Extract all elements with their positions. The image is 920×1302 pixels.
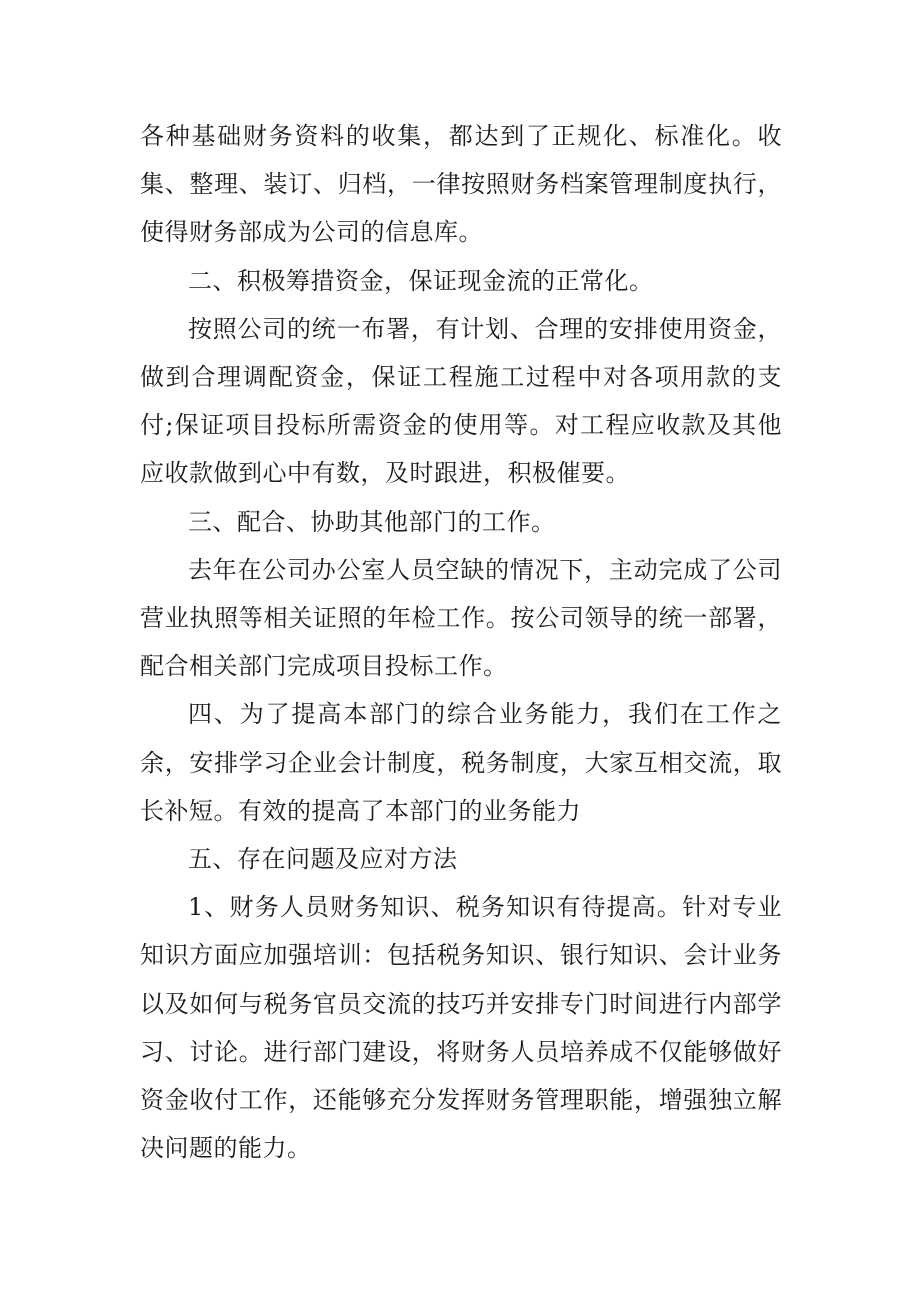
paragraph-section-4: 四、为了提高本部门的综合业务能力，我们在工作之余，安排学习企业会计制度，税务制度，大家互相交流，取长补短。有效的提高了本部门的业务能力 (140, 700, 782, 825)
paragraph-issue-1: 1、财务人员财务知识、税务知识有待提高。针对专业知识方面应加强培训：包括税务知识、银行知识、会计业务以及如何与税务官员交流的技巧并安排专门时间进行内部学习、讨论。进行部门建设，将财务人员培养成不仅能够做好资金收付工作，还能够充分发挥财务管理职能，增强独立解决问题的能力。 (140, 893, 782, 1163)
paragraph-funding: 按照公司的统一布署，有计划、合理的安排使用资金，做到合理调配资金，保证工程施工过程中对各项用款的支付;保证项目投标所需资金的使用等。对工程应收款及其他应收款做到心中有数，及时跟进，积极催要。 (140, 314, 782, 488)
heading-section-2: 二、积极筹措资金，保证现金流的正常化。 (188, 266, 654, 295)
heading-section-3: 三、配合、协助其他部门的工作。 (188, 507, 556, 536)
document-body (140, 112, 782, 1172)
paragraph-continuation: 各种基础财务资料的收集，都达到了正规化、标准化。收集、整理、装订、归档，一律按照财务档案管理制度执行，使得财务部成为公司的信息库。 (140, 122, 782, 247)
paragraph-cooperation: 去年在公司办公室人员空缺的情况下，主动完成了公司营业执照等相关证照的年检工作。按公司领导的统一部署，配合相关部门完成项目投标工作。 (140, 555, 782, 681)
heading-section-5: 五、存在问题及应对方法 (188, 845, 458, 874)
